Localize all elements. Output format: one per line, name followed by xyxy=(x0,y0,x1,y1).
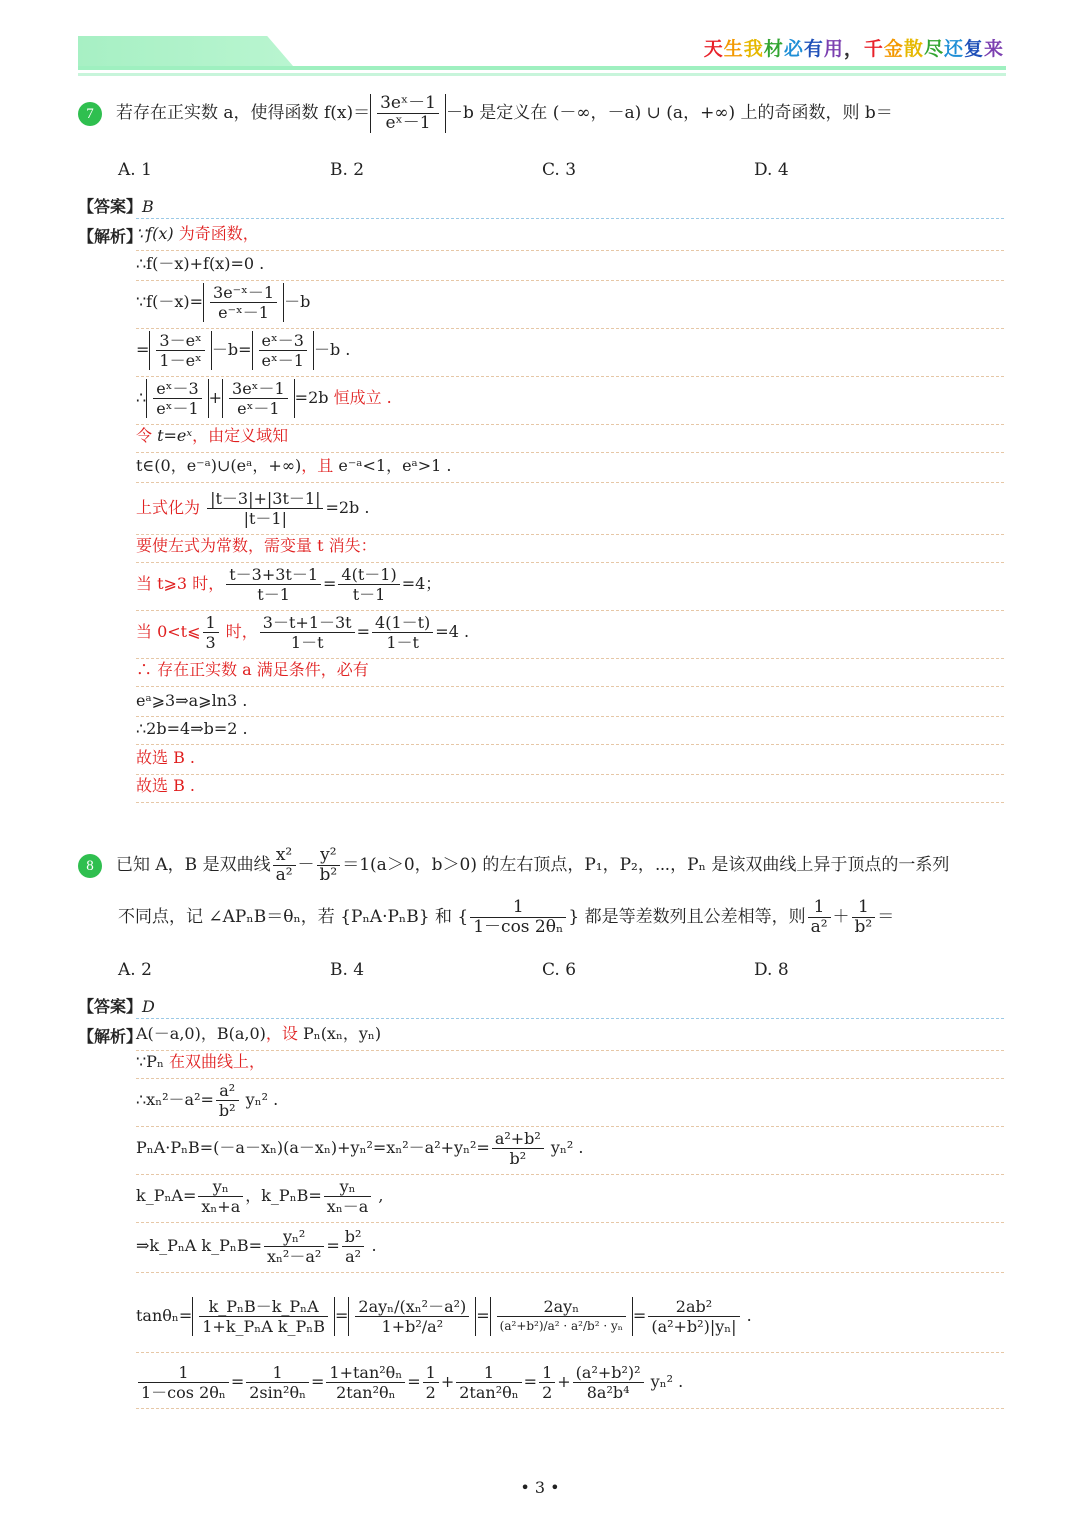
slogan-char: 散 xyxy=(903,38,924,60)
header-rule xyxy=(78,66,1006,70)
question-8 xyxy=(78,846,949,885)
divider xyxy=(136,1018,1004,1019)
step: ∴2b=4⇒b=2 . xyxy=(136,716,1004,745)
step: ∵Pₙ 在双曲线上， xyxy=(136,1050,1004,1079)
step: A(－a,0)，B(a,0)，设 Pₙ(xₙ，yₙ) xyxy=(136,1020,1004,1051)
step: k_PₙA= $\frac{\text{yₙ}}{\text{xₙ+a}}$ ，k_PₙB= $\frac{\text{yₙ}}{\text{xₙ－a}}$ , xyxy=(136,1174,1004,1223)
step: ∵f(x) 为奇函数， xyxy=(136,220,1004,251)
step: 令 t=eˣ，由定义域知 xyxy=(136,424,1004,453)
question-7 xyxy=(78,94,893,133)
question-stem-line-1: 已知 A，B 是双曲线 $\frac{\text{x²}}{\text{a²}}$ － $\frac{\text{y²}}{\text{b²}}$ ＝1(a＞0，b＞0) 的左右顶点，P₁，P₂，⋯，Pₙ 是该双曲线上异于顶点的一系列 xyxy=(116,845,950,885)
option-b[interactable]: B. 2 xyxy=(330,160,365,180)
answer-q7: 【答案】B xyxy=(78,197,154,216)
step: 上式化为 $\frac{|t-3|+|3t-1|}{|t-1|}$ =2b . xyxy=(136,482,1004,535)
slogan-char: 材 xyxy=(763,38,784,60)
option-c[interactable]: C. 3 xyxy=(542,160,577,180)
step: ∴f(－x)+f(x)=0 . xyxy=(136,250,1004,281)
question-number: 8 xyxy=(78,854,102,878)
step: tanθₙ= $\frac{\text{k\_PₙB－k\_PₙA}}{\text{1+k\_PₙA k\_PₙB}}$ = $\frac{\text{2ayₙ/(xₙ²－a²)}}{\text{1+b²/a²}}$ = $\frac{\text{2ayₙ}}{\text{(a²+b²)/a² · a²/b² · yₙ}}$ = $\frac{\text{2ab²}}{\text{(a²+b²)|yₙ|}}$ . xyxy=(136,1272,1004,1353)
step: PₙA·PₙB=(－a－xₙ)(a－xₙ)+yₙ²=xₙ²－a²+yₙ²= $\frac{\text{a²+b²}}{\text{b²}}$ yₙ² . xyxy=(136,1126,1004,1175)
question-stem-line-2: 不同点，记 ∠APₙB＝θₙ，若 {PₙA·PₙB} 和 { $\frac{1}{\text{1－cos 2θₙ}}$ } 都是等差数列且公差相等，则 $\frac{1}{\text{a²}}$ ＋ $\frac{1}{\text{b²}}$ ＝ xyxy=(118,897,895,937)
slogan-char: 来 xyxy=(983,38,1004,60)
step: ∴ 存在正实数 a 满足条件，必有 xyxy=(136,658,1004,687)
slogan-char: 还 xyxy=(943,38,964,60)
step: 故选 B . xyxy=(136,774,1004,803)
step: t∈(0，e⁻ᵃ)∪(eᵃ，+∞)，且 e⁻ᵃ<1，eᵃ>1 . xyxy=(136,452,1004,483)
question-number: 7 xyxy=(78,102,102,126)
slogan-char: 千 xyxy=(863,38,884,60)
slogan-char: 有 xyxy=(803,38,824,60)
option-d[interactable]: D. 4 xyxy=(754,160,789,180)
header-tab xyxy=(78,36,293,66)
step: 要使左式为常数，需变量 t 消失： xyxy=(136,534,1004,563)
step: $\frac{1}{\text{1－cos 2θₙ}}$ = $\frac{1}{\text{2sin²θₙ}}$ = $\frac{\text{1+tan²θₙ}}{\text{2tan²θₙ}}$ = $\frac{1}{2}$ + $\frac{1}{\text{2tan²θₙ}}$ = $\frac{1}{2}$ + $\frac{\text{(a²+b²)²}}{\text{8a²b⁴}}$ yₙ² . xyxy=(136,1352,1004,1409)
slogan-char: 我 xyxy=(743,38,764,60)
answer-q8: 【答案】D xyxy=(78,997,155,1016)
step: = $\frac{\text{3－eˣ}}{\text{1－eˣ}}$ －b= $\frac{\text{eˣ－3}}{\text{eˣ－1}}$ －b . xyxy=(136,328,1004,377)
step: eᵃ⩾3⇒a⩾ln3 . xyxy=(136,686,1004,717)
slogan-char: ， xyxy=(843,38,864,60)
slogan-char: 生 xyxy=(723,38,744,60)
step: 当 0<t⩽ $\frac{1}{3}$ 时， $\frac{3-t+1-3t}{1-t}$ = $\frac{4(1-t)}{1-t}$ =4 . xyxy=(136,610,1004,659)
slogan-char: 用 xyxy=(823,38,844,60)
step: 故选 B . xyxy=(136,744,1004,775)
question-stem: 若存在正实数 a，使得函数 f(x)＝ $\frac{\text{3eˣ－1}}{\text{eˣ－1}}$ －b 是定义在 (－∞，－a) ∪ (a，+∞) 上的奇函数，则 b＝ xyxy=(116,93,893,133)
page-number: • 3 • xyxy=(520,1478,560,1497)
step: ∵f(－x)= $\frac{\text{3e⁻ˣ－1}}{\text{e⁻ˣ－1}}$ －b xyxy=(136,280,1004,329)
divider xyxy=(136,218,1004,219)
slogan-char: 尽 xyxy=(923,38,944,60)
option-d[interactable]: D. 8 xyxy=(754,960,789,980)
slogan-char: 复 xyxy=(963,38,984,60)
option-c[interactable]: C. 6 xyxy=(542,960,577,980)
slogan-char: 必 xyxy=(783,38,804,60)
option-a[interactable]: A. 2 xyxy=(118,960,152,980)
step: ⇒k_PₙA k_PₙB= $\frac{\text{yₙ²}}{\text{xₙ²－a²}}$ = $\frac{\text{b²}}{\text{a²}}$ . xyxy=(136,1222,1004,1273)
step: 当 t⩾3 时， $\frac{t-3+3t-1}{t-1}$ = $\frac{4(t-1)}{t-1}$ =4； xyxy=(136,562,1004,611)
analysis-label-q8: 【解析】 xyxy=(78,1027,143,1046)
header-slogan xyxy=(704,34,1004,61)
option-b[interactable]: B. 4 xyxy=(330,960,365,980)
analysis-label-q7: 【解析】 xyxy=(78,227,143,246)
step: ∴xₙ²－a²= $\frac{\text{a²}}{\text{b²}}$ yₙ² . xyxy=(136,1078,1004,1127)
step: ∴ $\frac{\text{eˣ－3}}{\text{eˣ－1}}$ + $\frac{\text{3eˣ－1}}{\text{eˣ－1}}$ =2b 恒成立 . xyxy=(136,376,1004,425)
slogan-char: 金 xyxy=(883,38,904,60)
option-a[interactable]: A. 1 xyxy=(118,160,152,180)
header-rule-thin xyxy=(78,73,1006,76)
slogan-char: 天 xyxy=(703,38,724,60)
